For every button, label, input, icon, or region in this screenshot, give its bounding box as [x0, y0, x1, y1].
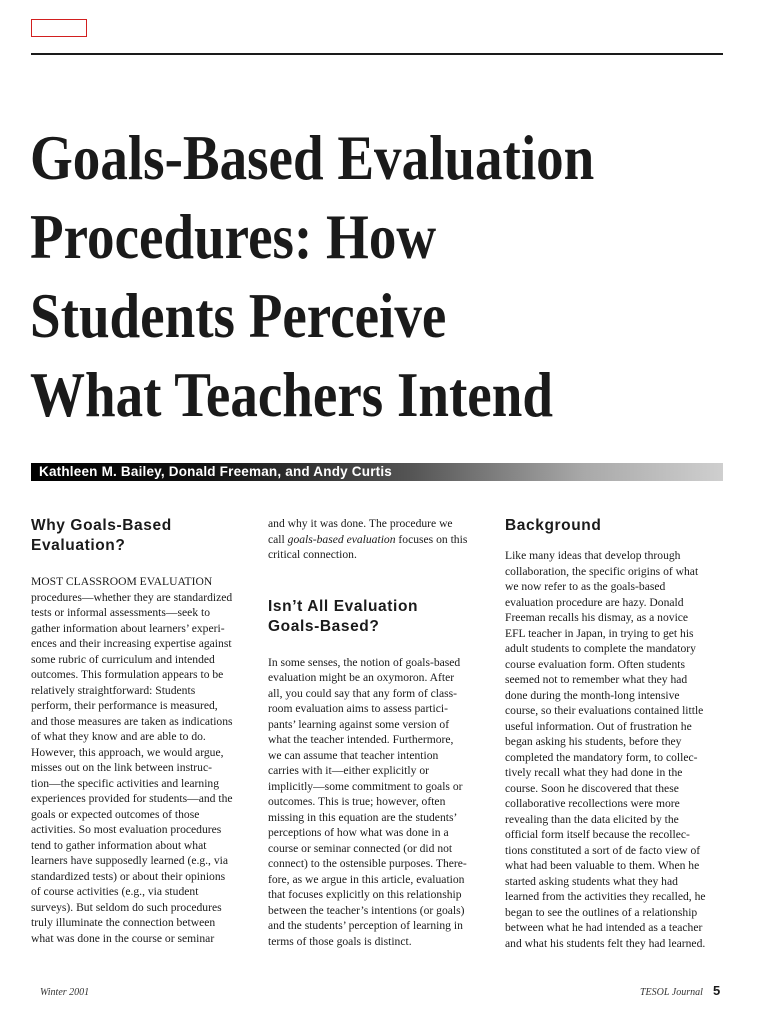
title-line: Procedures: How [30, 201, 437, 272]
text-line: room evaluation aims to assess partici- [268, 702, 448, 715]
text-line: missing in this equation are the students’ [268, 810, 458, 824]
text-line: of course activities (e.g., via student [31, 885, 199, 898]
text-line: evaluation might be an oxymoron. After [268, 671, 455, 684]
text-line: we can assume that teacher intention [268, 748, 439, 762]
body-text-intro: and why it was done. The procedure we call goals-based evaluation focuses on this critical connection. [268, 517, 468, 561]
text-line: misses out on the link between instruc- [31, 761, 212, 774]
text-line: implicitly—some commitment to goals or [268, 779, 463, 793]
footer-journal: TESOL Journal [640, 987, 703, 998]
text-line: perceptions of how what was done in a [268, 826, 449, 839]
section-heading: Background [505, 517, 602, 534]
text-line: useful information. Out of frustration he [505, 719, 692, 733]
text-line: tively recall what they had done in the [505, 766, 683, 779]
text-line: outcomes. This is true; however, often [268, 795, 446, 808]
text-line: fore, as we argue in this article, evaluation [268, 872, 465, 886]
title-line: Students Perceive [30, 280, 447, 351]
text-line: what the teacher intended. Furthermore, [268, 733, 454, 746]
text-line: activities. So most evaluation procedures [31, 823, 222, 836]
top-rule [31, 53, 723, 55]
text-line: done during the month-long intensive [505, 688, 680, 702]
text-line: MOST CLASSROOM EVALUATION [31, 575, 213, 588]
text-line: between what he had intended as a teacher [505, 921, 703, 934]
text-line: experiences provided for students—and the [31, 792, 233, 805]
text-line: course, so their evaluations contained little [505, 704, 704, 717]
text-line: that focuses explicitly on this relationship [268, 888, 462, 901]
text-line: course. Soon he discovered that these [505, 781, 679, 795]
text-line: ences and their increasing expertise against [31, 637, 232, 650]
text-line: collaborative recollections were more [505, 797, 680, 810]
text-line: However, this approach, we would argue, [31, 745, 224, 759]
page-number: 5 [713, 983, 721, 998]
text-line: what was done in the course or seminar [31, 931, 215, 945]
text-line: Like many ideas that develop through [505, 549, 681, 562]
italic-term: goals-based evaluation [287, 532, 396, 546]
text-line: of what they know and are able to do. [31, 730, 206, 743]
authors: Kathleen M. Bailey, Donald Freeman, and Andy Curtis [39, 464, 393, 479]
text-line: revealing than the data elicited by the [505, 812, 679, 826]
text-line: connect) to the ostensible purposes. There- [268, 857, 467, 870]
title-line: Goals-Based Evaluation [30, 122, 595, 193]
text-line: truly illuminate the connection between [31, 916, 216, 929]
text-line: carries with it—either explicitly or [268, 764, 429, 777]
text-line: terms of those goals is distinct. [268, 934, 412, 948]
text-line: tion—the specific activities and learning [31, 776, 220, 790]
body-text [505, 548, 725, 951]
text-line: began to see the outlines of a relationship [505, 905, 698, 919]
text-line: collaboration, the specific origins of what [505, 564, 699, 578]
text-line: what had been valuable to them. When he [505, 859, 700, 872]
text-line: relatively straightforward: Students [31, 683, 196, 697]
text-line: completed the mandatory form, to collec- [505, 750, 698, 764]
text-line: started asking students what they had [505, 874, 678, 888]
text-line: standardized tests) or about their opinions [31, 869, 226, 883]
authors-bar [31, 463, 723, 481]
column-3 [505, 516, 725, 951]
body-text [268, 655, 488, 950]
text-line: course or seminar connected (or did not [268, 841, 453, 855]
column-1 [31, 516, 251, 946]
text-line: tions constituted a sort of de facto view of [505, 843, 701, 857]
text-line: Freeman recalls his dismay, as a novice [505, 611, 689, 624]
red-outline-box [31, 19, 87, 37]
text-line: official form itself because the recollec- [505, 828, 690, 841]
text-line: perform, their performance is measured, [31, 699, 218, 712]
text-line: surveys). But seldom do such procedures [31, 900, 222, 914]
text-line: procedures—whether they are standardized [31, 590, 233, 604]
text-line: learned from the activities they recalled, he [505, 890, 706, 903]
text-line: tests or informal assessments—seek to [31, 606, 211, 619]
title-line: What Teachers Intend [30, 359, 553, 430]
text-line: seemed not to remember what they had [505, 673, 688, 686]
text-line: gather information about learners’ experi- [31, 621, 225, 635]
text-line: and those measures are taken as indications [31, 714, 233, 728]
column-2 [268, 516, 488, 949]
text-line: we now refer to as the goals-based [505, 580, 666, 593]
section-heading: Isn’t All Evaluation Goals-Based? [268, 597, 419, 635]
text-line: tend to gather information about what [31, 838, 207, 852]
text-line: goals or expected outcomes of those [31, 807, 200, 821]
text-line: and the students’ perception of learning in [268, 919, 463, 932]
text-line: between the teacher’s intentions (or goals) [268, 903, 465, 917]
section-heading: Why Goals-Based Evaluation? [31, 517, 172, 554]
text-line: course evaluation form. Often students [505, 657, 685, 671]
footer-issue: Winter 2001 [40, 987, 90, 998]
text-line: In some senses, the notion of goals-based [268, 655, 461, 669]
text-line: EFL teacher in Japan, in trying to get his [505, 626, 694, 640]
body-text [31, 574, 251, 946]
text-line: began asking his students, before they [505, 735, 682, 748]
text-line: learners have supposedly learned (e.g., via [31, 854, 229, 867]
text-line: pants’ learning against some version of [268, 717, 450, 731]
text-line: some rubric of curriculum and intended [31, 652, 215, 666]
article-title [30, 118, 632, 434]
text-line: evaluation procedure are hazy. Donald [505, 595, 684, 609]
text-line: outcomes. This formulation appears to be [31, 668, 224, 681]
text-line: all, you could say that any form of class- [268, 686, 457, 700]
text-line: and what his students felt they had learned. [505, 936, 706, 950]
text-line: adult students to complete the mandatory [505, 642, 696, 655]
